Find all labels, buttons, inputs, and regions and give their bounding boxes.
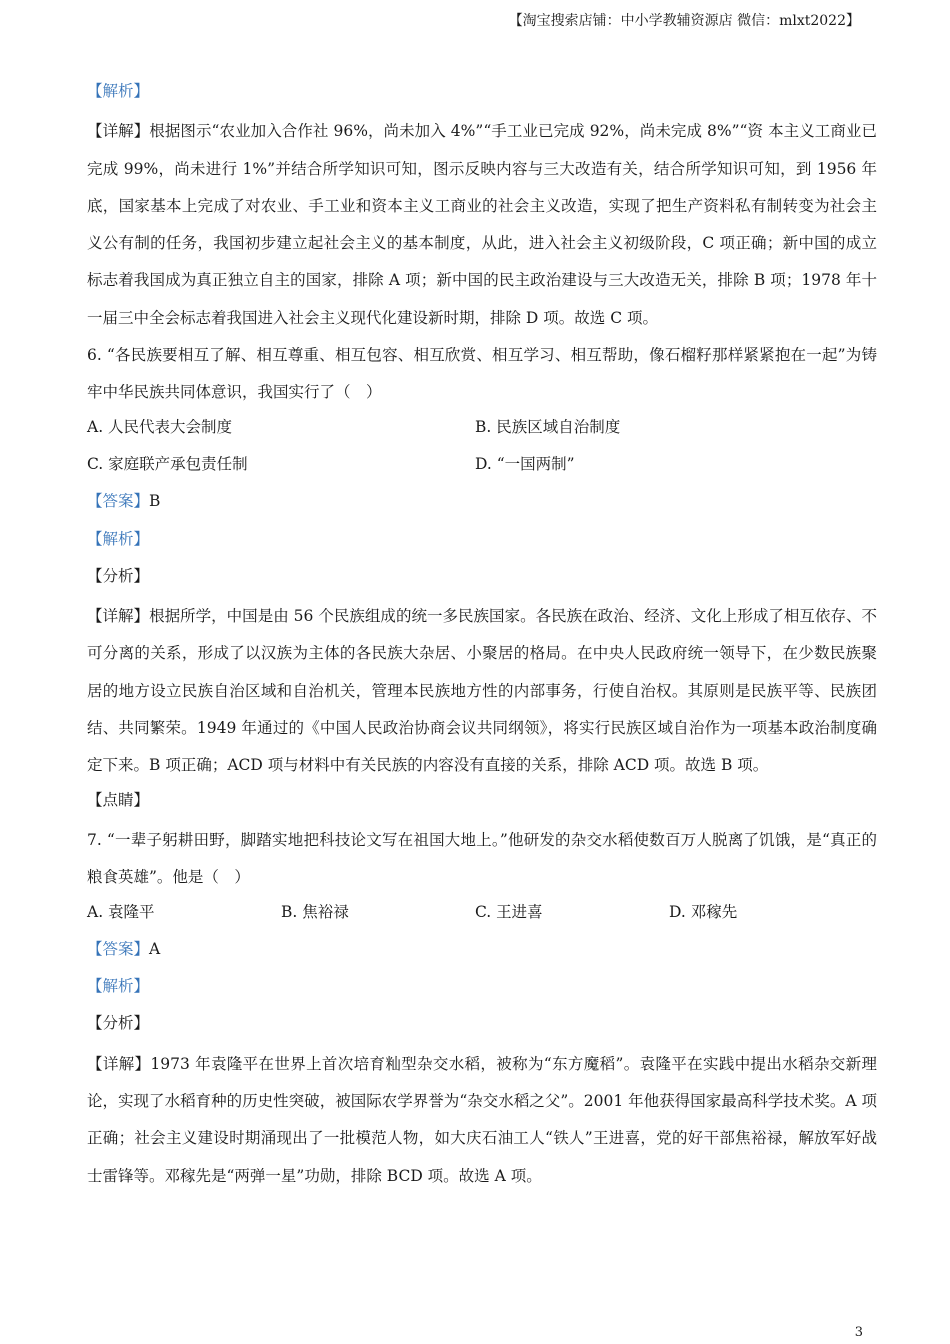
option-b: B. 民族区域自治制度 <box>475 417 621 436</box>
analysis-heading-7 <box>87 971 877 1008</box>
analysis-heading-6 <box>87 524 877 561</box>
fenxi-heading-7 <box>87 1008 877 1045</box>
detail-paragraph-7 <box>87 1046 877 1195</box>
fenxi-label: 【分析】 <box>87 566 150 585</box>
fenxi-heading-6 <box>87 561 877 598</box>
option-d: D. 邓稼先 <box>669 902 738 921</box>
question-7-stem: 7. “一辈子躬耕田野，脚踏实地把科技论文写在祖国大地上。”他研发的杂交水稻使数百万人脱离了饥饿，是“真正的粮食英雄”。他是（ ） <box>87 830 877 887</box>
analysis-label: 【解析】 <box>87 977 150 996</box>
analysis-label: 【解析】 <box>87 82 150 100</box>
fenxi-label: 【分析】 <box>87 1014 150 1033</box>
detail-text: 根据图示“农业加入合作社 96%，尚未加入 4%”“手工业已完成 92%，尚未完成 8%”“资 本主义工商业已完成 99%，尚未进行 1%”并结合所学知识可知，图示反映内容与三大改造有关，结合所学知识可知，到 1956 年底，国家基本上完成了对农业、手工业和资本主义工商业的社会主义改造，实现了把生产资料私有制转变为社会主义公有制的任务，我国初步建立起社会主义的基本制度，从此，进入社会主义初级阶段，C 项正确；新中国的成立标志着我国成为真正独立自主的国家，排除 A 项；新中国的民主政治建设与三大改造无关，排除 B 项；1978 年十一届三中全会标志着我国进入社会主义现代化建设新时期，排除 D 项。故选 C 项。 <box>87 122 877 327</box>
detail-text: 1973 年袁隆平在世界上首次培育籼型杂交水稻，被称为“东方魔稻”。袁隆平在实践中提出水稻杂交新理论，实现了水稻育种的历史性突破，被国际农学界誉为“杂交水稻之父”。2001 年他获得国家最高科学技术奖。A 项正确；社会主义建设时期涌现出了一批模范人物，如大庆石油工人“铁人”王进喜，党的好干部焦裕禄，解放军好战士雷锋等。邓稼先是“两弹一星”功勋，排除 BCD 项。故选 A 项。 <box>87 1054 877 1185</box>
document-body <box>87 76 877 1195</box>
page-number: 3 <box>854 1325 863 1340</box>
option-b: B. 焦裕禄 <box>281 902 349 921</box>
question-6-options-row-2 <box>87 449 877 486</box>
question-7-options-row <box>87 897 877 934</box>
analysis-heading-5 <box>87 76 877 113</box>
answer-label: 【答案】 <box>87 492 150 511</box>
page-header: 【淘宝搜索店铺：中小学教辅资源店 微信：mlxt2022】 <box>508 13 860 29</box>
question-6-stem: 6. “各民族要相互了解、相互尊重、相互包容、相互欣赏、相互学习、相互帮助，像石榴籽那样紧紧抱在一起”为铸牢中华民族共同体意识，我国实行了（ ） <box>87 346 877 402</box>
option-a: A. 人民代表大会制度 <box>87 417 233 436</box>
option-c: C. 家庭联产承包责任制 <box>87 454 248 473</box>
detail-paragraph-5 <box>87 113 877 337</box>
detail-label: 【详解】 <box>87 1054 151 1073</box>
answer-label: 【答案】 <box>87 939 150 958</box>
answer-line-6 <box>87 486 877 523</box>
question-6-options-row-1 <box>87 412 877 449</box>
option-d: D. “一国两制” <box>475 454 575 473</box>
dianjing-heading-6 <box>87 785 877 822</box>
detail-label: 【详解】 <box>87 607 150 626</box>
option-a: A. 袁隆平 <box>87 902 155 921</box>
answer-value: B <box>149 492 161 511</box>
analysis-label: 【解析】 <box>87 529 150 548</box>
dianjing-label: 【点睛】 <box>87 790 150 809</box>
answer-value: A <box>149 939 161 958</box>
detail-paragraph-6 <box>87 598 877 784</box>
answer-line-7 <box>87 934 877 971</box>
detail-label: 【详解】 <box>87 122 150 141</box>
option-c: C. 王进喜 <box>475 902 543 921</box>
detail-text: 根据所学，中国是由 56 个民族组成的统一多民族国家。各民族在政治、经济、文化上形成了相互依存、不可分离的关系，形成了以汉族为主体的各民族大杂居、小聚居的格局。在中央人民政府统一领导下，在少数民族聚居的地方设立民族自治区域和自治机关，管理本民族地方性的内部事务，行使自治权。其原则是民族平等、民族团结、共同繁荣。1949 年通过的《中国人民政治协商会议共同纲领》，将实行民族区域自治作为一项基本政治制度确定下来。B 项正确；ACD 项与材料中有关民族的内容没有直接的关系，排除 ACD 项。故选 B 项。 <box>87 607 877 775</box>
